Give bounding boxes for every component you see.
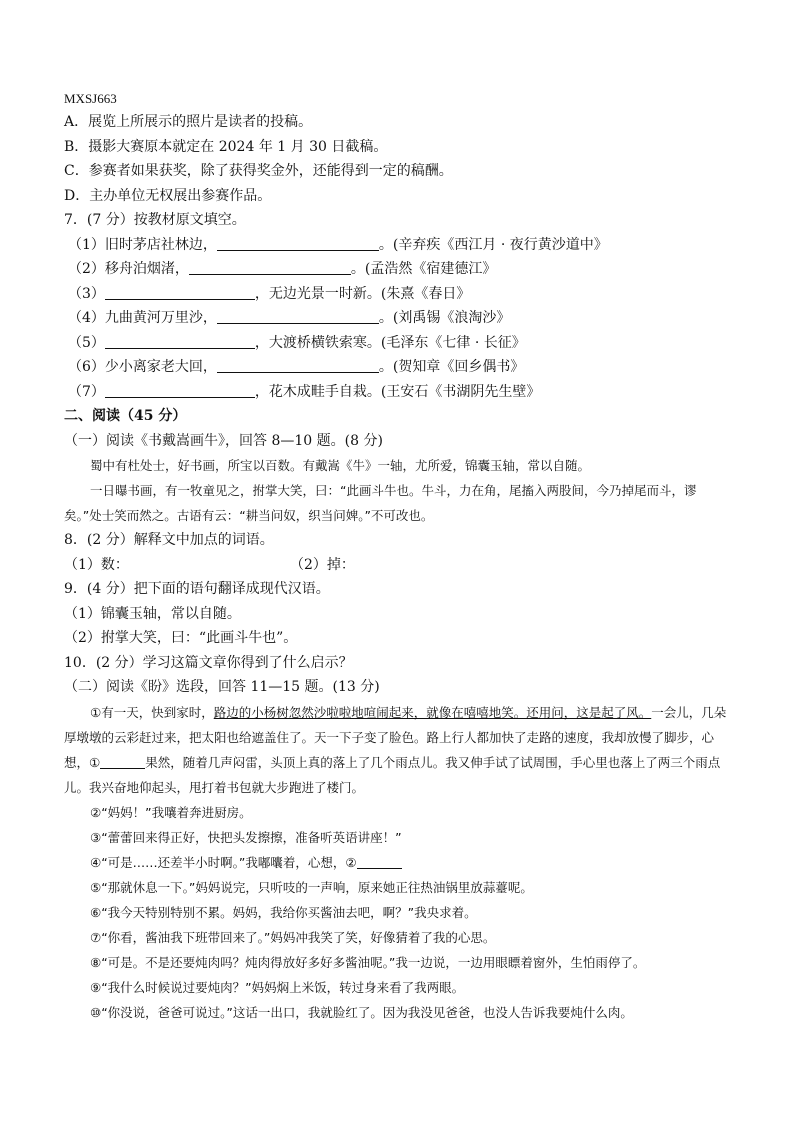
q7-item-4 [64, 306, 734, 331]
q10-stem: 10．(2 分）学习这篇文章你得到了什么启示？ [64, 654, 353, 671]
story-para-1-middle: 一会儿，几朵厚墩墩的云彩赶过来，把太阳也给遮盖住了。天一下子变了脸色。路上行人都加快了走路的速度，我却放慢了脚步，心想，① [64, 704, 727, 770]
story-para-6: ⑥“我今天特别特别不累。妈妈，我给你买酱油去吧，啊？”我央求着。 [90, 904, 477, 920]
q7-answer-blank-7[interactable] [105, 382, 255, 398]
q9-sub-1: （1）锦囊玉轴，常以自随。 [64, 605, 241, 622]
story-para-7: ⑦“你看，酱油我下班带回来了。”妈妈冲我笑了笑，好像猜着了我的心思。 [90, 929, 496, 945]
story-para-5: ⑤“那就休息一下。”妈妈说完，只听吱的一声响，原来她正往热油锅里放蒜薹呢。 [90, 879, 533, 895]
story-blank-1[interactable] [100, 753, 145, 769]
option-a: A．展览上所展示的照片是读者的投稿。 [64, 114, 313, 130]
q7-item-6-pre: （6）少小离家老大回， [68, 359, 217, 375]
q7-stem: 7．(7 分）按教材原文填空。 [64, 212, 246, 228]
q7-item-7-post: ，花木成畦手自栽。(王安石《书湖阴先生壁》 [254, 383, 541, 400]
q7-item-5 [64, 331, 734, 356]
q8-subquestions [64, 553, 734, 578]
q8-stem: 8．(2 分）解释文中加点的词语。 [64, 532, 274, 548]
q7-item-6 [64, 355, 734, 380]
q7-answer-blank-4[interactable] [217, 308, 379, 324]
q7-item-3-pre: （3） [68, 285, 105, 302]
q7-item-3-post: ，无边光景一时新。(朱熹《春日》 [254, 285, 471, 302]
q7-item-2-pre: （2）移舟泊烟渚， [68, 261, 189, 277]
story-para-10: ⑩“你没说，爸爸可说过。”这话一出口，我就脸红了。因为我没见爸爸，也没人告诉我要炖什么肉。 [90, 1004, 633, 1020]
option-c: C．参赛者如果获奖，除了获得奖金外，还能得到一定的稿酬。 [64, 163, 453, 179]
q7-answer-blank-1[interactable] [217, 235, 379, 251]
story-para-4-text: ④“可是……还差半小时啊。”我嘟囔着，心想，② [90, 854, 357, 870]
classical-text-para-2: 一日曝书画，有一牧童见之，拊掌大笑，曰：“此画斗牛也。牛斗，力在角，尾搐入两股间，今乃掉尾而斗，谬矣。”处士笑而然之。古语有云：“耕当问奴，织当问婢。”不可改也。 [64, 483, 697, 523]
q7-item-3 [64, 282, 734, 307]
q7-answer-blank-2[interactable] [189, 259, 351, 275]
story-para-1-end: 果然，随着几声闷雷，头顶上真的落上了几个雨点儿。我又伸手试了试周围，手心里也落上了两三个雨点儿。我兴奋地仰起头，甩打着书包就大步跑进了楼门。 [64, 754, 721, 795]
option-b: B．摄影大赛原本就定在 2024 年 1 月 30 日截稿。 [64, 138, 388, 155]
option-d: D．主办单位无权展出参赛作品。 [64, 187, 272, 204]
q9-sub-2: （2）拊掌大笑，曰：“此画斗牛也”。 [64, 630, 298, 646]
q7-answer-blank-5[interactable] [105, 333, 255, 349]
q8-sub-1: （1）数： [64, 556, 129, 573]
q7-item-4-post: 。(刘禹锡《浪淘沙》 [378, 310, 511, 326]
story-para-4 [64, 850, 734, 875]
part2-intro: （二）阅读《盼》选段，回答 11—15 题。(13 分) [64, 679, 380, 695]
q7-item-1-pre: （1）旧时茅店社林边， [68, 236, 217, 253]
q8-sub-2: （2）掉： [290, 556, 355, 573]
story-underlined-sentence: 路边的小杨树忽然沙啦啦地喧闹起来，就像在嘻嘻地笑。还用问，这是起了风。 [213, 704, 652, 720]
q7-item-2 [64, 257, 734, 282]
q9-stem: 9．(4 分）把下面的语句翻译成现代汉语。 [64, 581, 330, 597]
story-para-2: ②“妈妈！”我嚷着奔进厨房。 [90, 804, 252, 820]
q7-item-7 [64, 380, 734, 405]
section-heading-reading: 二、阅读（45 分） [64, 408, 187, 424]
q7-item-5-pre: （5） [68, 334, 105, 351]
q7-item-5-post: ，大渡桥横铁索寒。(毛泽东《七律 · 长征》 [254, 334, 526, 351]
q7-item-1-post: 。(辛弃疾《西江月 · 夜行黄沙道中》 [378, 236, 608, 253]
exam-page [64, 88, 734, 1025]
q7-item-6-post: 。(贺知章《回乡偶书》 [378, 359, 525, 375]
part1-intro: （一）阅读《书戴嵩画牛》，回答 8—10 题。(8 分) [64, 432, 383, 449]
story-para-8: ⑧“可是。不是还要炖肉吗？炖肉得放好多好多酱油呢。”我一边说，一边用眼瞟着窗外，生怕雨停了。 [90, 954, 646, 970]
story-para-3: ③“蕾蕾回来得正好，快把头发擦擦，准备听英语讲座！” [90, 829, 402, 845]
q7-item-7-pre: （7） [68, 383, 105, 400]
q7-item-2-post: 。(孟浩然《宿建德江》 [350, 261, 497, 277]
q7-item-1 [64, 233, 734, 258]
q7-item-4-pre: （4）九曲黄河万里沙， [68, 310, 217, 326]
q7-answer-blank-6[interactable] [217, 357, 379, 373]
story-blank-2[interactable] [357, 853, 402, 869]
q7-answer-blank-3[interactable] [105, 284, 255, 300]
exam-code: MXSJ663 [64, 91, 117, 106]
story-para-1 [64, 700, 734, 800]
classical-text-para-1: 蜀中有杜处士，好书画，所宝以百数。有戴嵩《牛》一轴，尤所爱，锦囊玉轴，常以自随。 [90, 458, 591, 473]
story-para-9: ⑨“我什么时候说过要炖肉？”妈妈焖上米饭，转过身来看了我两眼。 [90, 979, 465, 995]
story-para-1-start: ①有一天，快到家时， [90, 704, 214, 720]
